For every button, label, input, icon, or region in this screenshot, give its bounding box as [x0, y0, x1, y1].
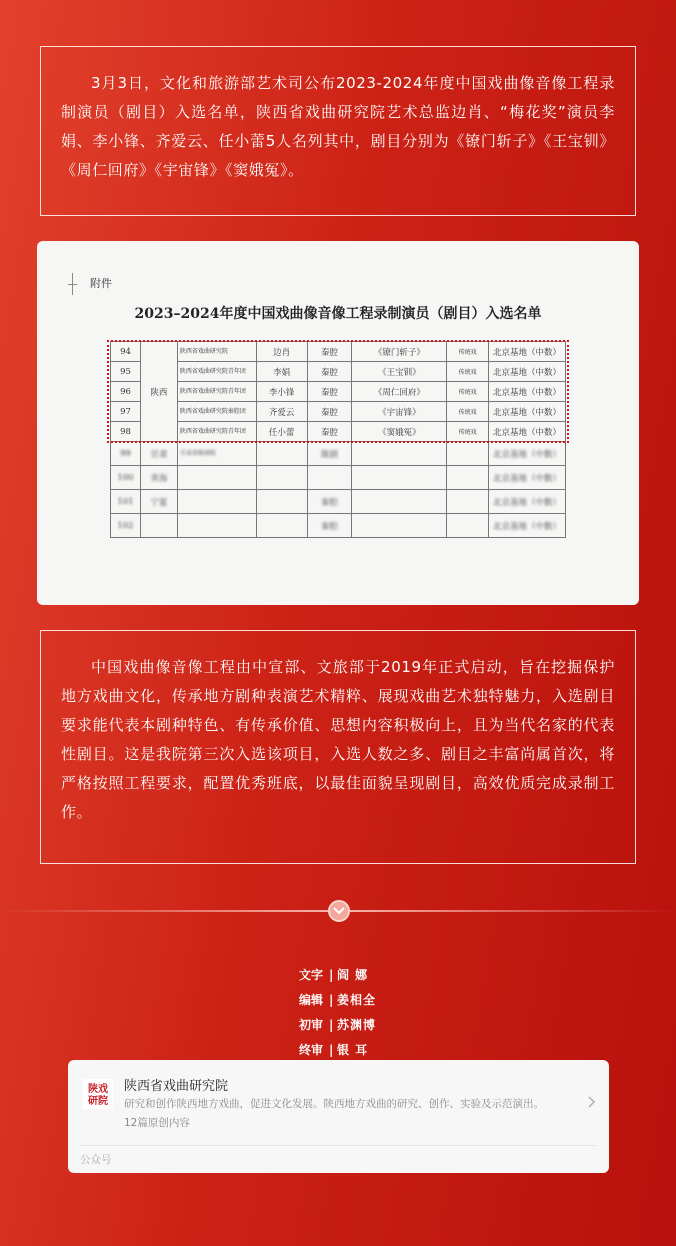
credits — [0, 963, 676, 1063]
cell-play — [352, 490, 447, 514]
table-row-blurred — [111, 514, 566, 538]
cell-type: 传统戏 — [447, 382, 489, 402]
cell-type: 传统戏 — [447, 362, 489, 382]
cell-unit: 陕西省戏曲研究院 — [177, 342, 256, 362]
table-row-blurred — [111, 466, 566, 490]
cell-unit — [177, 514, 256, 538]
cell-actor — [256, 442, 307, 466]
table-row — [111, 422, 566, 442]
cell-no: 96 — [111, 382, 141, 402]
cell-type: 传统戏 — [447, 342, 489, 362]
account-description: 研究和创作陕西地方戏曲，促进文化发展。陕西地方戏曲的研究、创作、实验及示范演出。 — [124, 1098, 544, 1110]
attach-label: 附件 — [90, 277, 112, 290]
cell-actor: 边肖 — [256, 342, 307, 362]
cell-play: 《周仁回府》 — [352, 382, 447, 402]
account-logo — [83, 1079, 113, 1109]
credit-name: 银 耳 — [337, 1043, 369, 1057]
cell-type: 传统戏 — [447, 422, 489, 442]
cell-genre — [307, 466, 352, 490]
cell-genre: 秦腔 — [307, 514, 352, 538]
body-text-box — [40, 630, 636, 864]
cell-base: 北京基地（中数） — [489, 362, 566, 382]
credit-name: 姜相全 — [337, 993, 377, 1007]
cell-unit — [177, 490, 256, 514]
cell-region: 青海 — [140, 466, 177, 490]
cell-play: 《窦娥冤》 — [352, 422, 447, 442]
cell-unit: 陕西省戏曲研究院青年团 — [177, 422, 256, 442]
cell-play: 《宇宙锋》 — [352, 402, 447, 422]
cell-province: 陕西 — [140, 342, 177, 442]
credit-row — [0, 988, 676, 1013]
cell-unit: 陕西省戏曲研究院青年团 — [177, 382, 256, 402]
cell-genre: 秦腔 — [307, 342, 352, 362]
cell-unit: 甘肃省陇剧院 — [177, 442, 256, 466]
cell-base: 北京基地（中数） — [489, 342, 566, 362]
cell-unit: 陕西省戏曲研究院青年团 — [177, 362, 256, 382]
roster-table — [110, 341, 566, 538]
cell-genre: 秦腔 — [307, 382, 352, 402]
cell-type — [447, 490, 489, 514]
margin-mark — [68, 284, 77, 285]
credit-sep: | — [329, 1043, 334, 1057]
cell-type — [447, 466, 489, 490]
credit-name: 阎 娜 — [337, 968, 369, 982]
cell-actor: 李小锋 — [256, 382, 307, 402]
credit-row — [0, 963, 676, 988]
document-image — [37, 241, 639, 605]
account-type-label: 公众号 — [80, 1154, 112, 1166]
cell-actor: 任小蕾 — [256, 422, 307, 442]
cell-no: 97 — [111, 402, 141, 422]
cell-type — [447, 442, 489, 466]
intro-text-box — [40, 46, 636, 216]
cell-no: 94 — [111, 342, 141, 362]
cell-region: 宁夏 — [140, 490, 177, 514]
cell-genre: 陇剧 — [307, 442, 352, 466]
table-row — [111, 382, 566, 402]
cell-base: 北京基地（中数） — [489, 442, 566, 466]
table-row — [111, 342, 566, 362]
cell-region — [140, 514, 177, 538]
svg-text:研院: 研院 — [88, 1096, 108, 1107]
cell-no: 100 — [111, 466, 141, 490]
credit-role: 初审 — [299, 1018, 324, 1032]
cell-genre: 秦腔 — [307, 362, 352, 382]
table-row-blurred — [111, 490, 566, 514]
cell-region: 甘肃 — [140, 442, 177, 466]
credit-name: 苏渊博 — [337, 1018, 377, 1032]
cell-no: 95 — [111, 362, 141, 382]
cell-actor — [256, 466, 307, 490]
cell-actor: 李娟 — [256, 362, 307, 382]
cell-genre: 秦腔 — [307, 490, 352, 514]
cell-actor: 齐爱云 — [256, 402, 307, 422]
credit-sep: | — [329, 968, 334, 982]
document-title: 2023–2024年度中国戏曲像音像工程录制演员（剧目）入选名单 — [134, 306, 542, 322]
credit-role: 文字 — [299, 968, 324, 982]
cell-play: 《镣门斩子》 — [352, 342, 447, 362]
credit-sep: | — [329, 1018, 334, 1032]
credit-row — [0, 1013, 676, 1038]
intro-paragraph: 3月3日，文化和旅游部艺术司公布2023-2024年度中国戏曲像音像工程录制演员（剧目）入选名单，陕西省戏曲研究院艺术总监边肖、“梅花奖”演员李娟、李小锋、齐爱云、任小蕾5人名列其中，剧目分别为《镣门斩子》《王宝钏》《周仁回府》《宇宙锋》《窦娥冤》。 — [61, 74, 615, 179]
cell-actor — [256, 490, 307, 514]
cell-base: 北京基地（中数） — [489, 466, 566, 490]
credit-role: 编辑 — [299, 993, 324, 1007]
cell-play: 《王宝钏》 — [352, 362, 447, 382]
cell-no: 98 — [111, 422, 141, 442]
cell-type: 传统戏 — [447, 402, 489, 422]
table-row — [111, 362, 566, 382]
cell-actor — [256, 514, 307, 538]
cell-base: 北京基地（中数） — [489, 490, 566, 514]
cell-base: 北京基地（中数） — [489, 382, 566, 402]
credit-role: 终审 — [299, 1043, 324, 1057]
cell-base: 北京基地（中数） — [489, 402, 566, 422]
cell-unit — [177, 466, 256, 490]
account-card[interactable] — [68, 1060, 609, 1173]
account-name: 陕西省戏曲研究院 — [124, 1079, 229, 1094]
cell-base: 北京基地（中数） — [489, 422, 566, 442]
body-paragraph: 中国戏曲像音像工程由中宣部、文旅部于2019年正式启动，旨在挖掘保护地方戏曲文化，传承地方剧种表演艺术精粹、展现戏曲艺术独特魅力，入选剧目要求能代表本剧种特色、有传承价值、思想内容积极向上，且为当代名家的代表性剧目。这是我院第三次入选该项目，入选人数之多、剧目之丰富尚属首次，将严格按照工程要求，配置优秀班底，以最佳面貌呈现剧目，高效优质完成录制工作。 — [61, 658, 615, 821]
cell-unit: 陕西省戏曲研究院秦腔团 — [177, 402, 256, 422]
table-row-blurred — [111, 442, 566, 466]
original-count: 12篇原创内容 — [124, 1117, 190, 1129]
cell-play — [352, 466, 447, 490]
svg-text:陕戏: 陕戏 — [88, 1084, 108, 1095]
cell-base: 北京基地（中数） — [489, 514, 566, 538]
cell-play — [352, 514, 447, 538]
cell-genre: 秦腔 — [307, 422, 352, 442]
cell-type — [447, 514, 489, 538]
cell-no: 99 — [111, 442, 141, 466]
cell-no: 101 — [111, 490, 141, 514]
cell-genre: 秦腔 — [307, 402, 352, 422]
cell-no: 102 — [111, 514, 141, 538]
cell-play — [352, 442, 447, 466]
table-row — [111, 402, 566, 422]
chevron-right-icon[interactable] — [588, 1093, 596, 1112]
credit-sep: | — [329, 993, 334, 1007]
chevron-down-icon — [328, 900, 350, 922]
card-divider — [80, 1145, 597, 1146]
